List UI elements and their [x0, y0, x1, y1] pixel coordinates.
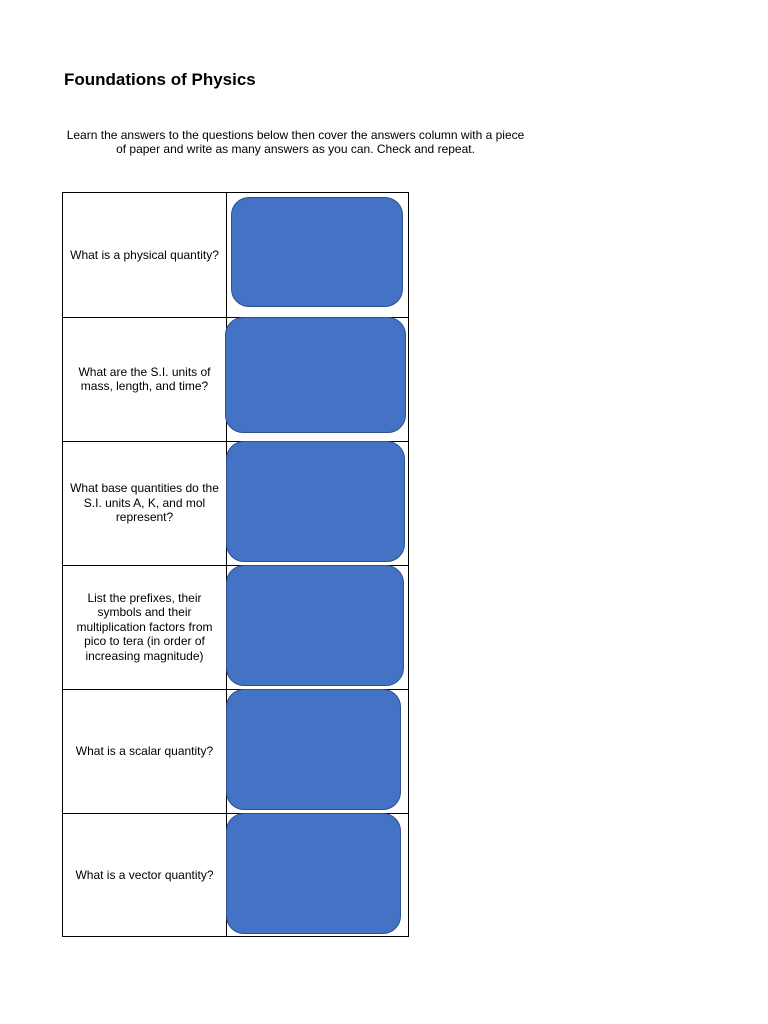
question-cell: List the prefixes, their symbols and their multiplication factors from pico to tera (in order of increasing magnitude) — [76, 590, 213, 663]
answer-cover-shape[interactable] — [225, 317, 406, 433]
answer-cover-shape[interactable] — [226, 565, 404, 686]
answer-cover-shape[interactable] — [226, 441, 405, 562]
question-cell: What is a scalar quantity? — [75, 743, 214, 758]
instructions-text: Learn the answers to the questions below then cover the answers column with a piece of paper and write as many answers as you can. Check and repeat. — [66, 128, 525, 156]
page-title: Foundations of Physics — [64, 70, 256, 89]
question-cell: What base quantities do the S.I. units A, K, and mol represent? — [70, 481, 219, 525]
answer-cover-shape[interactable] — [226, 689, 401, 810]
question-cell: What are the S.I. units of mass, length, and time? — [78, 364, 211, 393]
answer-cover-shape[interactable] — [231, 197, 403, 307]
answer-cover-shape[interactable] — [226, 813, 401, 934]
question-cell: What is a vector quantity? — [75, 867, 214, 882]
question-cell: What is a physical quantity? — [70, 247, 219, 262]
